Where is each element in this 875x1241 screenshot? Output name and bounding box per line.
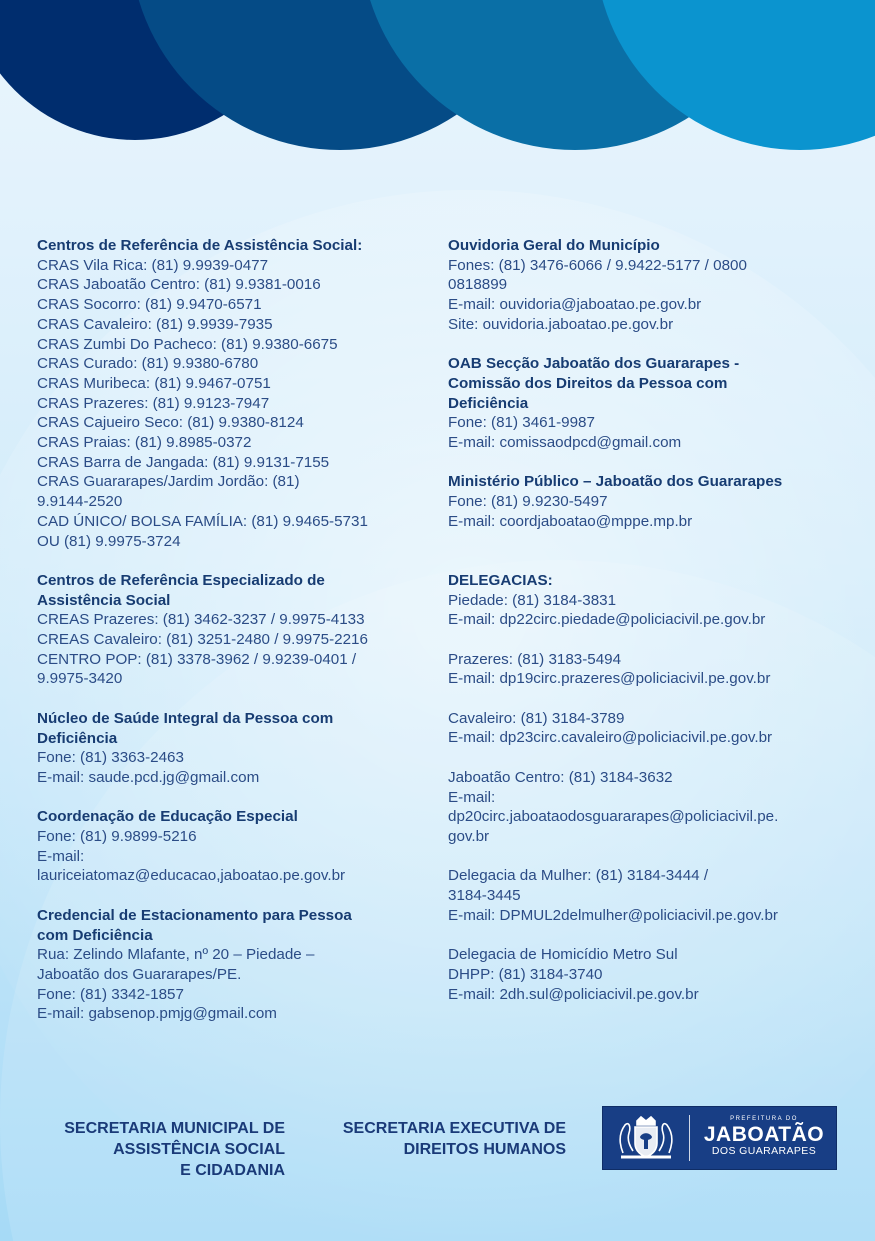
oab-line: Fone: (81) 3461-9987 [448, 414, 595, 432]
delegacia-line: E-mail: dp22circ.piedade@policiacivil.pe.gov.br [448, 611, 766, 629]
educacao-line: lauriceiatomaz@educacao,jaboatao.pe.gov.br [37, 867, 346, 885]
mp-line: E-mail: coordjaboatao@mppe.mp.br [448, 512, 693, 530]
right-column [448, 236, 858, 1024]
delegacia-line: 3184-3445 [448, 887, 521, 905]
spacer [448, 551, 858, 571]
footer-line: ASSISTÊNCIA SOCIAL [113, 1141, 285, 1158]
cras-line: CRAS Guararapes/Jardim Jordão: (81) [37, 473, 300, 491]
ouvidoria-section [448, 236, 858, 335]
footer-line: SECRETARIA EXECUTIVA DE [342, 1120, 566, 1137]
creas-section [37, 571, 432, 689]
cras-line: CRAS Praias: (81) 9.8985-0372 [37, 434, 252, 452]
cras-line: CRAS Curado: (81) 9.9380-6780 [37, 355, 259, 373]
delegacia-line: E-mail: [448, 788, 496, 806]
creas-line: CREAS Cavaleiro: (81) 3251-2480 / 9.9975-2216 [37, 631, 368, 649]
logo-prefix: PREFEITURA DO [730, 1116, 798, 1122]
oab-title: Deficiência [448, 394, 529, 412]
educacao-title: Coordenação de Educação Especial [37, 808, 298, 826]
ouvidoria-line: E-mail: ouvidoria@jaboatao.pe.gov.br [448, 296, 702, 314]
oab-line: E-mail: comissaodpcd@gmail.com [448, 434, 682, 452]
delegacia-homicidio [448, 945, 858, 1004]
saude-line: Fone: (81) 3363-2463 [37, 749, 184, 767]
creas-line: CENTRO POP: (81) 3378-3962 / 9.9239-0401 / [37, 650, 357, 668]
oab-title: OAB Secção Jaboatão dos Guararapes - [448, 355, 740, 373]
cras-line: CRAS Barra de Jangada: (81) 9.9131-7155 [37, 453, 330, 471]
credencial-line: E-mail: gabsenop.pmjg@gmail.com [37, 1005, 277, 1023]
saude-title: Deficiência [37, 729, 118, 747]
ouvidoria-line: 0818899 [448, 276, 508, 294]
saude-section [37, 709, 432, 788]
ouvidoria-line: Site: ouvidoria.jaboatao.pe.gov.br [448, 315, 674, 333]
oab-section [448, 354, 858, 453]
cras-title: Centros de Referência de Assistência Social: [37, 237, 363, 254]
educacao-section [37, 807, 432, 886]
delegacia-line: E-mail: dp23circ.cavaleiro@policiacivil.pe.gov.br [448, 729, 773, 747]
educacao-line: E-mail: [37, 847, 85, 865]
delegacia-line: E-mail: DPMUL2delmulher@policiacivil.pe.gov.br [448, 906, 778, 924]
cras-line: OU (81) 9.9975-3724 [37, 532, 181, 550]
delegacia-cavaleiro [448, 709, 858, 748]
delegacia-line: Prazeres: (81) 3183-5494 [448, 650, 622, 668]
footer-line: SECRETARIA MUNICIPAL DE [64, 1120, 285, 1137]
footer-secretaria-direitos [300, 1118, 566, 1160]
mp-section [448, 472, 858, 531]
mp-title: Ministério Público – Jaboatão dos Guararapes [448, 473, 783, 491]
cras-line: CAD ÚNICO/ BOLSA FAMÍLIA: (81) 9.9465-5731 [37, 512, 368, 530]
delegacia-line: Jaboatão Centro: (81) 3184-3632 [448, 768, 673, 786]
cras-line: CRAS Vila Rica: (81) 9.9939-0477 [37, 256, 269, 274]
credencial-line: Fone: (81) 3342-1857 [37, 985, 184, 1003]
prefeitura-logo [602, 1106, 837, 1170]
ouvidoria-line: Fones: (81) 3476-6066 / 9.9422-5177 / 0800 [448, 256, 747, 274]
delegacia-line: E-mail: dp19circ.prazeres@policiacivil.pe.gov.br [448, 670, 771, 688]
creas-title: Centros de Referência Especializado de [37, 571, 325, 589]
delegacia-prazeres [448, 650, 858, 689]
coat-of-arms-icon [613, 1113, 679, 1163]
logo-name: JABOATÃO [703, 1123, 825, 1146]
credencial-title: com Deficiência [37, 926, 153, 944]
credencial-line: Jaboatão dos Guararapes/PE. [37, 965, 242, 983]
delegacia-centro [448, 768, 858, 847]
creas-title: Assistência Social [37, 591, 171, 609]
saude-line: E-mail: saude.pcd.jg@gmail.com [37, 768, 260, 786]
credencial-title: Credencial de Estacionamento para Pessoa [37, 906, 352, 924]
delegacia-line: DHPP: (81) 3184-3740 [448, 965, 603, 983]
ouvidoria-title: Ouvidoria Geral do Município [448, 237, 660, 254]
cras-section [37, 236, 432, 551]
creas-line: CREAS Prazeres: (81) 3462-3237 / 9.9975-4133 [37, 611, 365, 629]
footer-line: DIREITOS HUMANOS [403, 1141, 566, 1158]
educacao-line: Fone: (81) 9.9899-5216 [37, 828, 197, 846]
creas-line: 9.9975-3420 [37, 670, 123, 688]
saude-title: Núcleo de Saúde Integral da Pessoa com [37, 709, 334, 727]
cras-line: CRAS Jaboatão Centro: (81) 9.9381-0016 [37, 276, 321, 294]
delegacia-line: Delegacia de Homicídio Metro Sul [448, 946, 678, 964]
cras-line: 9.9144-2520 [37, 493, 123, 511]
cras-line: CRAS Prazeres: (81) 9.9123-7947 [37, 394, 270, 412]
footer-line: E CIDADANIA [180, 1162, 285, 1179]
delegacias-title: DELEGACIAS: [448, 571, 553, 589]
cras-line: CRAS Socorro: (81) 9.9470-6571 [37, 296, 262, 314]
delegacia-line: Cavaleiro: (81) 3184-3789 [448, 709, 625, 727]
mp-line: Fone: (81) 9.9230-5497 [448, 493, 608, 511]
left-column [37, 236, 432, 1044]
delegacia-piedade [448, 591, 858, 630]
logo-divider [689, 1115, 690, 1161]
footer-secretaria-assistencia [20, 1118, 285, 1181]
cras-line: CRAS Cajueiro Seco: (81) 9.9380-8124 [37, 414, 304, 432]
delegacia-line: E-mail: 2dh.sul@policiacivil.pe.gov.br [448, 985, 699, 1003]
delegacia-line: Piedade: (81) 3184-3831 [448, 591, 617, 609]
oab-title: Comissão dos Direitos da Pessoa com [448, 374, 728, 392]
cras-line: CRAS Cavaleiro: (81) 9.9939-7935 [37, 315, 273, 333]
credencial-line: Rua: Zelindo Mlafante, nº 20 – Piedade – [37, 946, 315, 964]
delegacia-line: Delegacia da Mulher: (81) 3184-3444 / [448, 867, 709, 885]
delegacia-mulher [448, 866, 858, 925]
cras-line: CRAS Muribeca: (81) 9.9467-0751 [37, 374, 271, 392]
delegacia-line: dp20circ.jaboataodosguararapes@policiacivil.pe. [448, 808, 779, 826]
credencial-section [37, 906, 432, 1024]
cras-line: CRAS Zumbi Do Pacheco: (81) 9.9380-6675 [37, 335, 338, 353]
logo-subtitle: DOS GUARARAPES [711, 1145, 817, 1157]
delegacias-section [448, 571, 858, 1004]
delegacia-line: gov.br [448, 827, 490, 845]
